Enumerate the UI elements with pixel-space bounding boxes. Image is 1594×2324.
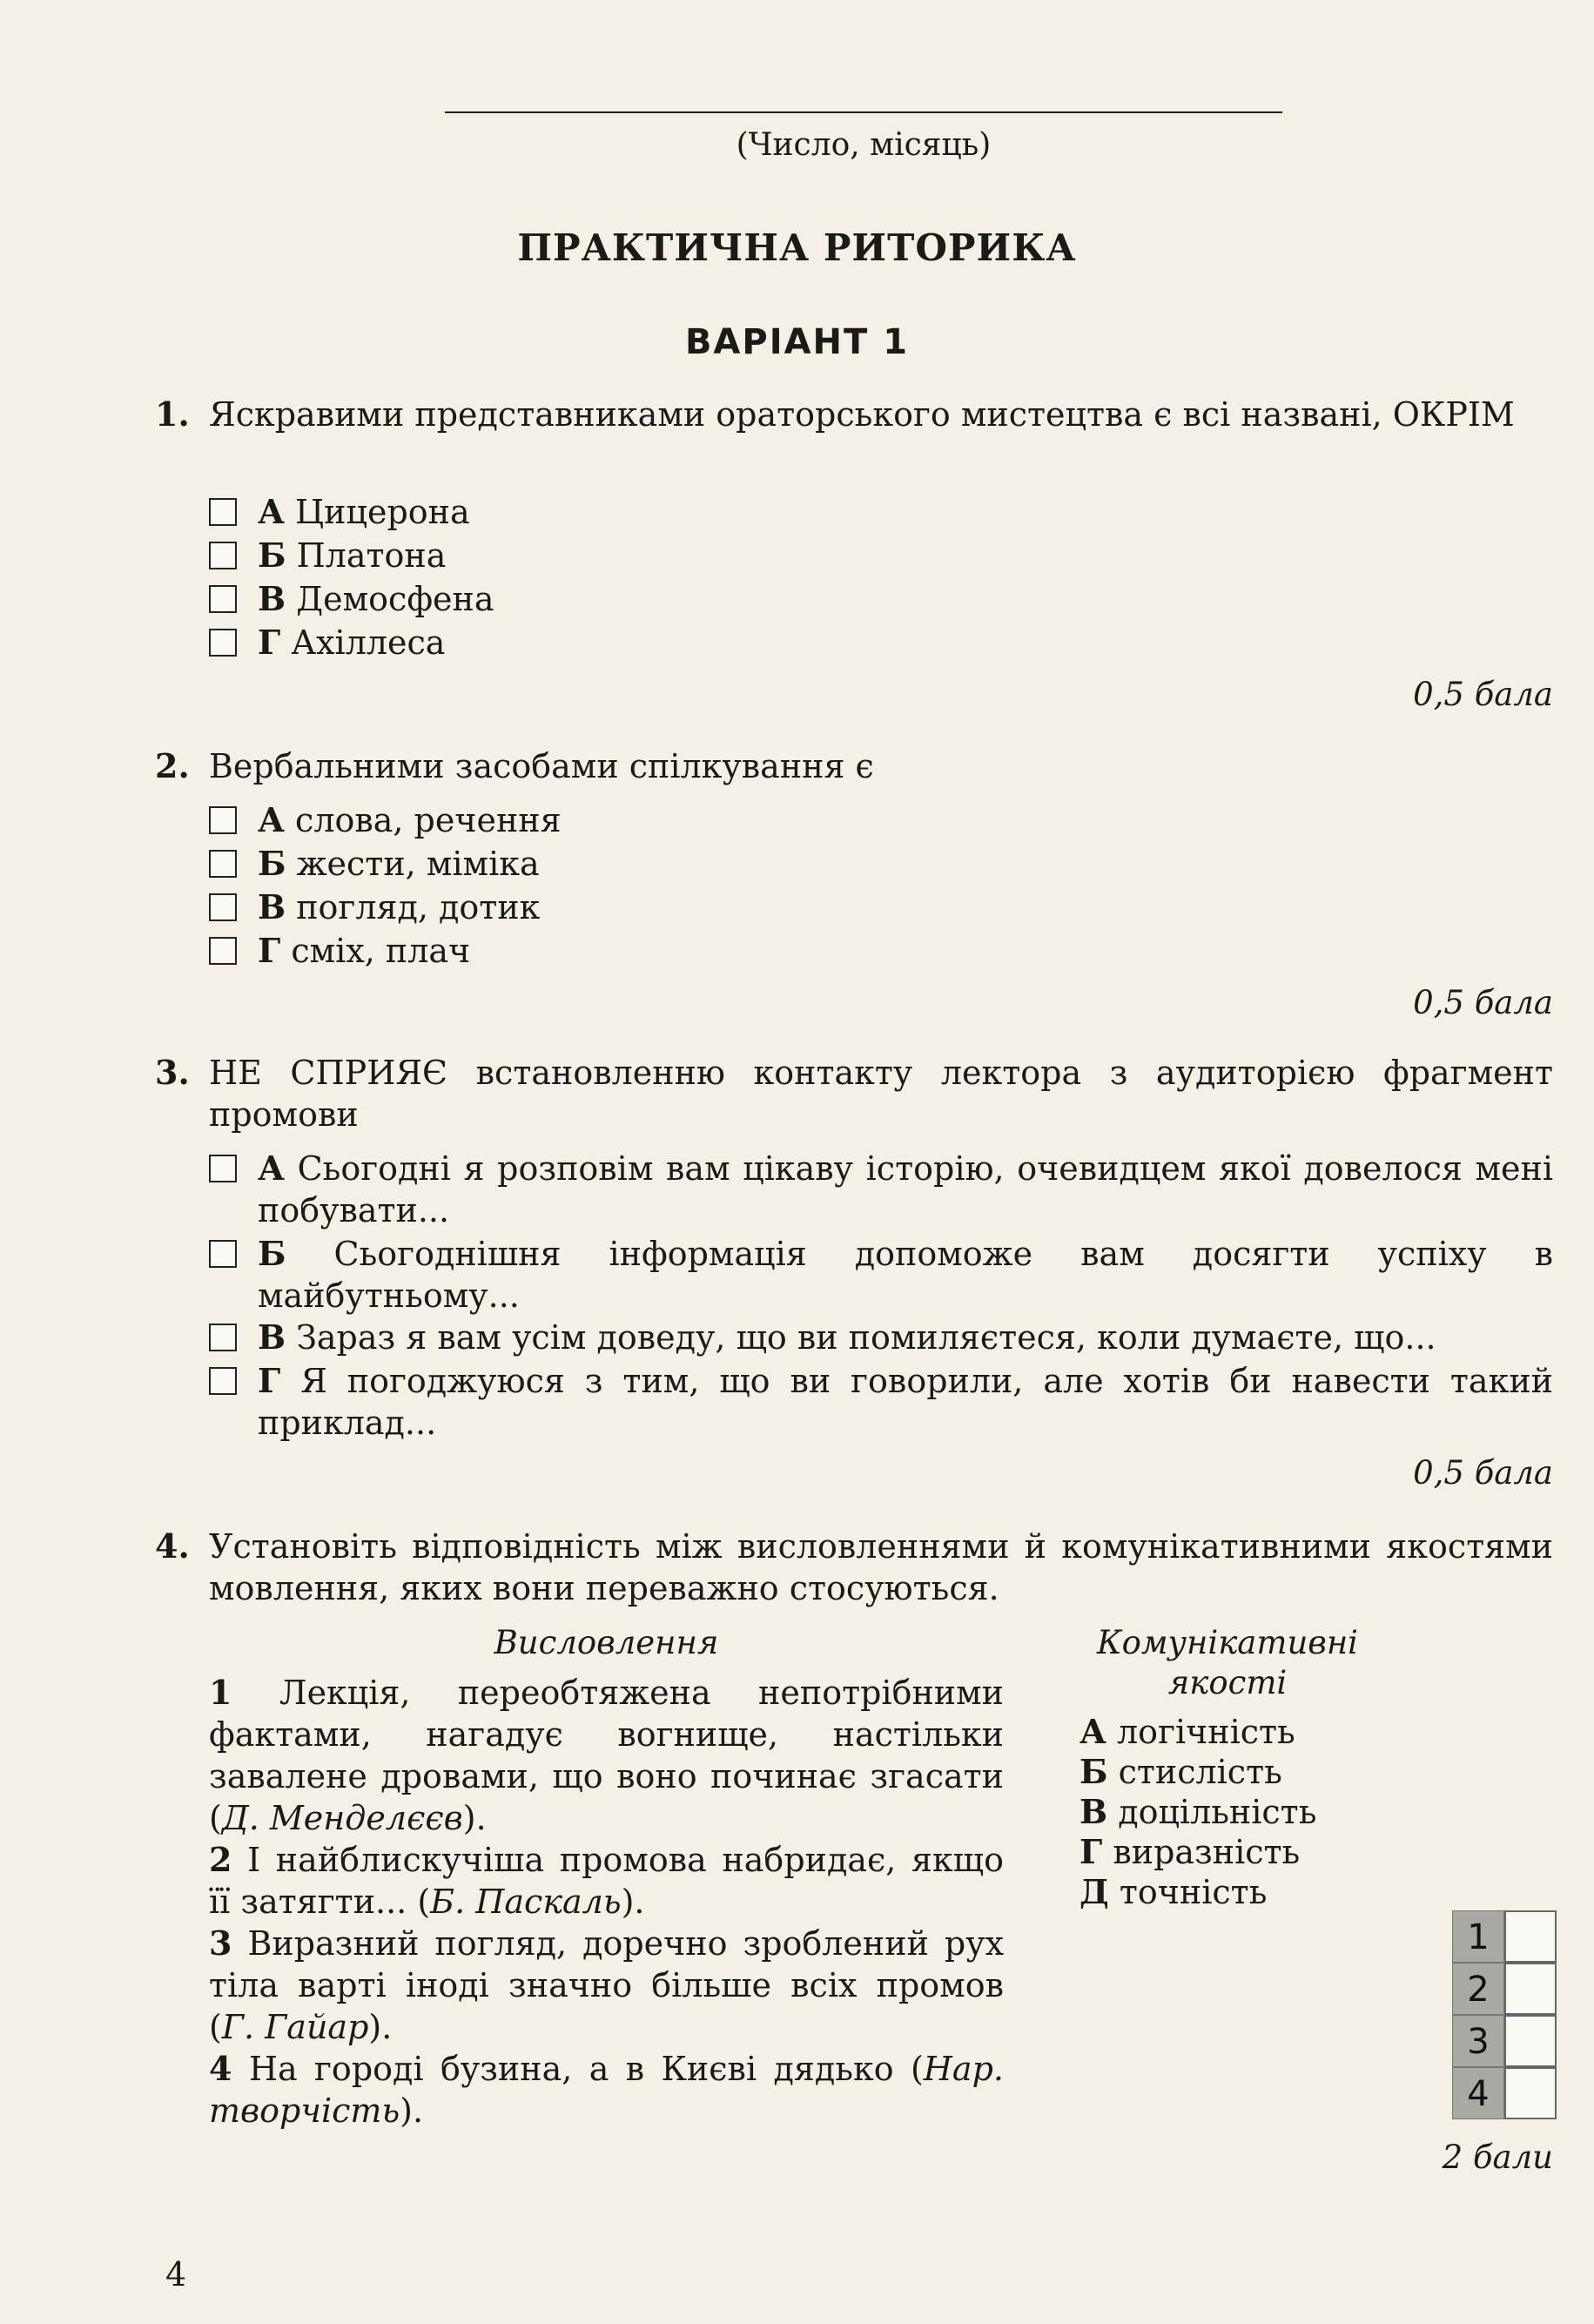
row-number: 2 [1452,1963,1504,2015]
checkbox[interactable] [209,498,237,526]
page-title: ПРАКТИЧНА РИТОРИКА [517,226,1077,269]
option-text: погляд, дотик [296,888,541,926]
option-text: Сьогоднішня інформація допоможе вам досягти успіху в майбутньому... [258,1235,1553,1315]
q3-option-c[interactable] [209,1317,1553,1358]
q3-option-a[interactable] [209,1148,1553,1231]
answer-cell[interactable] [1504,2067,1557,2119]
option-letter: В [258,579,286,618]
question-number: 4. [155,1526,190,1566]
checkbox[interactable] [209,1240,237,1268]
checkbox[interactable] [209,937,237,965]
checkbox[interactable] [209,629,237,657]
option-letter: Г [258,931,281,970]
q1-option-a[interactable] [209,491,1553,533]
date-label: (Число, місяць) [736,127,992,163]
q2-option-d[interactable] [209,930,1553,972]
option-letter: Г [258,1361,281,1400]
option-text: Цицерона [295,493,470,531]
answer-row-3 [1452,2015,1557,2067]
q3-option-b[interactable] [209,1233,1553,1317]
answer-grid [1452,1910,1557,2119]
row-number: 3 [1452,2015,1504,2067]
statements-header: Висловлення [494,1624,719,1661]
qualities-header: Комунікативні якості [1096,1624,1359,1701]
option-letter: А [258,492,285,531]
q2-option-a[interactable] [209,799,1553,841]
checkbox[interactable] [209,585,237,613]
checkbox[interactable] [209,1324,237,1351]
date-input-line[interactable] [445,111,1282,113]
option-text: Ахіллеса [291,623,446,662]
option-text: Зараз я вам усім доведу, що ви помиляєтеся, коли думаєте, що... [296,1318,1436,1357]
question-number: 2. [155,746,190,785]
option-text: сміх, плач [291,932,471,970]
q1-score: 0,5 бала [1413,676,1553,713]
option-text: Платона [296,536,447,575]
answer-cell[interactable] [1504,2015,1557,2067]
q3-score: 0,5 бала [1413,1454,1553,1492]
option-text: Я погоджуюся з тим, що ви говорили, але хотів би навести такий приклад... [258,1362,1553,1442]
q3-option-d[interactable] [209,1360,1553,1444]
option-letter: Б [258,1234,286,1273]
quality-e: Д точність [1079,1872,1268,1911]
statement-2: 2 І найблискучіша промова набридає, якщо її затягти... (Б. Паскаль). [209,1840,1004,1921]
quality-b: Б стислість [1079,1752,1282,1791]
question-text: Вербальними засобами спілкування є [209,747,874,785]
option-letter: А [258,800,285,839]
option-text: Сьогодні я розповім вам цікаву історію, очевидцем якої довелося мені побувати... [258,1149,1553,1229]
answer-row-1 [1452,1910,1557,1963]
row-number: 1 [1452,1910,1504,1963]
statement-1: 1 Лекція, переобтяжена непотрібними фактами, нагадує вогнище, настільки завалене дровами, що воно починає згасати (Д. Менделєєв). [209,1673,1004,1837]
quality-a: А логічність [1079,1712,1295,1751]
option-letter: В [258,1317,286,1357]
page-number: 4 [165,2255,187,2294]
checkbox[interactable] [209,1155,237,1182]
q4-score: 2 бали [1442,2139,1553,2176]
option-letter: Б [258,536,286,575]
option-text: Демосфена [296,580,494,618]
question-1 [155,394,1553,435]
variant-heading: ВАРІАНТ 1 [684,322,910,362]
checkbox[interactable] [209,806,237,834]
statement-4: 4 На городі бузина, а в Києві дядько (Нар. творчість). [209,2049,1004,2130]
checkbox[interactable] [209,1367,237,1395]
q1-option-b[interactable] [209,535,1553,576]
q1-option-c[interactable] [209,578,1553,620]
answer-row-2 [1452,1963,1557,2015]
question-text: Установіть відповідність між висловленнями й комунікативними якостями мовлення, яких вони переважно стосуються. [209,1527,1553,1607]
question-text: Яскравими представниками ораторського мистецтва є всі названі, ОКРІМ [209,395,1515,434]
option-letter: А [258,1149,285,1188]
option-letter: В [258,887,286,926]
answer-cell[interactable] [1504,1963,1557,2015]
option-letter: Г [258,623,281,662]
question-4 [155,1526,1553,1609]
option-text: жести, міміка [296,845,540,883]
quality-c: В доцільність [1079,1792,1317,1831]
q2-option-b[interactable] [209,843,1553,885]
option-letter: Б [258,844,286,883]
question-number: 1. [155,394,190,434]
question-3 [155,1052,1553,1135]
q2-score: 0,5 бала [1413,984,1553,1021]
q2-option-c[interactable] [209,886,1553,928]
statement-3: 3 Виразний погляд, доречно зроблений рух тіла варті іноді значно більше всіх промов (Г. Гайар). [209,1923,1004,2046]
checkbox[interactable] [209,893,237,921]
answer-row-4 [1452,2067,1557,2119]
question-number: 3. [155,1053,190,1092]
q1-option-d[interactable] [209,622,1553,664]
answer-cell[interactable] [1504,1910,1557,1963]
question-2 [155,745,1553,787]
row-number: 4 [1452,2067,1504,2119]
option-text: слова, речення [295,801,562,839]
question-text: НЕ СПРИЯЄ встановленню контакту лектора з аудиторією фрагмент промови [209,1054,1553,1134]
quality-d: Г виразність [1079,1832,1301,1871]
checkbox[interactable] [209,850,237,878]
checkbox[interactable] [209,542,237,569]
